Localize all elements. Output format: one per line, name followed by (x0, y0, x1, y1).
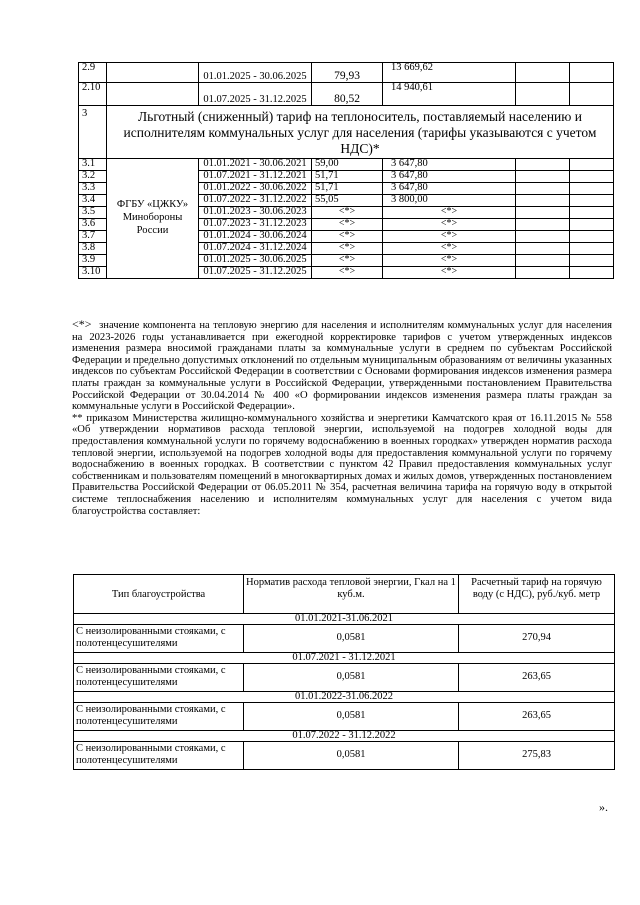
empty-cell (570, 218, 614, 230)
period-row (74, 731, 615, 742)
period-cell: 01.07.2025 - 31.12.2025 (199, 266, 312, 278)
empty-cell (107, 83, 199, 106)
value-cell: 3 647,80 (383, 170, 516, 182)
tariff-cell: <*> (312, 266, 383, 278)
tariff-cell: 270,94 (459, 625, 615, 653)
table-row (74, 703, 615, 731)
period-row (74, 653, 615, 664)
header-row (74, 575, 615, 614)
period-label: 01.01.2022-31.06.2022 (74, 692, 615, 703)
empty-cell (516, 83, 570, 106)
table-row (74, 625, 615, 653)
organization-cell: ФГБУ «ЦЖКУ» Минобороны России (107, 158, 199, 278)
tariff-table (78, 62, 614, 279)
period-label: 01.01.2021-31.06.2021 (74, 614, 615, 625)
tariff-cell: 263,65 (459, 664, 615, 692)
tariff-cell: <*> (312, 206, 383, 218)
column-header: Расчетный тариф на горячую воду (с НДС), руб./куб. метр (459, 575, 615, 614)
table-row (79, 63, 614, 83)
tariff-cell: 51,71 (312, 182, 383, 194)
empty-cell (516, 242, 570, 254)
period-cell: 01.07.2023 - 31.12.2023 (199, 218, 312, 230)
column-header: Норматив расхода тепловой энергии, Гкал на 1 куб.м. (244, 575, 459, 614)
row-number: 3 (79, 106, 107, 159)
period-cell: 01.07.2024 - 31.12.2024 (199, 242, 312, 254)
empty-cell (516, 218, 570, 230)
period-cell: 01.01.2022 - 30.06.2022 (199, 182, 312, 194)
period-cell: 01.01.2025 - 30.06.2025 (199, 254, 312, 266)
empty-cell (516, 206, 570, 218)
section-heading: Льготный (сниженный) тариф на теплоноситель, поставляемый населению и исполнителям коммунальных услуг для населения (тарифы указываются с учетом НДС)* (107, 106, 614, 159)
tariff-cell: 79,93 (312, 63, 383, 83)
empty-cell (516, 230, 570, 242)
empty-cell (570, 63, 614, 83)
empty-cell (516, 158, 570, 170)
empty-cell (516, 194, 570, 206)
empty-cell (516, 266, 570, 278)
tariff-cell: 263,65 (459, 703, 615, 731)
tariff-cell: <*> (312, 254, 383, 266)
period-cell: 01.01.2021 - 30.06.2021 (199, 158, 312, 170)
type-cell: С неизолированными стояками, с полотенцесушителями (74, 664, 244, 692)
norm-cell: 0,0581 (244, 664, 459, 692)
period-cell: 01.07.2025 - 31.12.2025 (199, 83, 312, 106)
type-cell: С неизолированными стояками, с полотенцесушителями (74, 742, 244, 770)
empty-cell (570, 83, 614, 106)
tariff-cell: <*> (312, 230, 383, 242)
type-cell: С неизолированными стояками, с полотенцесушителями (74, 625, 244, 653)
row-number: 2.10 (79, 83, 107, 106)
empty-cell (570, 266, 614, 278)
empty-cell (570, 242, 614, 254)
column-header: Тип благоустройства (74, 575, 244, 614)
footnote-2: ** приказом Министерства жилищно-коммунального хозяйства и энергетики Камчатского края от 16.11.2015 № 558 «Об утверждении нормативов расхода тепловой энергии, используемой на подогрев холодной воды для предоставления коммунальной услуги по горячему водоснабжению в военных городках» утвержден норматив расхода тепловой энергии, используемой на подогрев холодной воды для предоставления коммунальной услуги по горячему водоснабжению в военных городках. В соответствии с пунктом 42 Правил предоставления коммунальных услуг собственникам и пользователям помещений в многоквартирных домах и жилых домов, утвержденных постановлением Правительства Российской Федерации от 06.05.2011 № 354, расчетная величина тарифа на горячую воду в открытой системе теплоснабжения населению и исполнителям коммунальных услуг для населения с учетом вида благоустройства составляет: (72, 412, 612, 517)
period-label: 01.07.2021 - 31.12.2021 (74, 653, 615, 664)
footnote-1 (72, 319, 612, 413)
row-number: 3.1 (79, 158, 107, 170)
row-number: 3.9 (79, 254, 107, 266)
value-cell: <*> (383, 218, 516, 230)
value-cell: 14 940,61 (383, 83, 516, 106)
empty-cell (570, 206, 614, 218)
row-number: 3.8 (79, 242, 107, 254)
value-cell: 3 647,80 (383, 182, 516, 194)
empty-cell (516, 170, 570, 182)
empty-cell (516, 254, 570, 266)
tariff-cell: 80,52 (312, 83, 383, 106)
empty-cell (570, 194, 614, 206)
footnote-1-text: значение компонента на тепловую энергию для населения и исполнителям коммунальных услуг для населения на 2023-2026 годы устанавливается при ежегодной корректировке тарифов с учетом утвержденных индексов изменения размера вносимой гражданами платы за коммунальные услуги в среднем по субъектам Российской Федерации и предельно допустимых отклонений по отдельным муниципальным образованиям от величины указанных индексов по субъектам Российской Федерации в соответствии с Основами формирования индексов изменения размера платы граждан за коммунальные услуги в Российской Федерации, утвержденными постановлением Правительства Российской Федерации от 30.04.2014 № 400 «О формировании индексов изменения размера платы граждан за коммунальные услуги в Российской Федерации». (72, 320, 612, 413)
empty-cell (570, 182, 614, 194)
norm-cell: 0,0581 (244, 625, 459, 653)
tariff-cell: 55,05 (312, 194, 383, 206)
tariff-cell: 59,00 (312, 158, 383, 170)
row-number: 3.7 (79, 230, 107, 242)
empty-cell (570, 158, 614, 170)
row-number: 3.3 (79, 182, 107, 194)
closing-quote: ». (599, 800, 608, 814)
norm-cell: 0,0581 (244, 703, 459, 731)
norm-table (73, 574, 615, 770)
period-cell: 01.01.2025 - 30.06.2025 (199, 63, 312, 83)
tariff-cell: <*> (312, 218, 383, 230)
period-row (74, 692, 615, 703)
row-number: 3.5 (79, 206, 107, 218)
tariff-cell: 275,83 (459, 742, 615, 770)
type-cell: С неизолированными стояками, с полотенцесушителями (74, 703, 244, 731)
row-number: 3.2 (79, 170, 107, 182)
norm-cell: 0,0581 (244, 742, 459, 770)
value-cell: 3 647,80 (383, 158, 516, 170)
value-cell: 13 669,62 (383, 63, 516, 83)
value-cell: <*> (383, 266, 516, 278)
empty-cell (516, 63, 570, 83)
tariff-cell: 51,71 (312, 170, 383, 182)
period-cell: 01.01.2024 - 30.06.2024 (199, 230, 312, 242)
empty-cell (570, 170, 614, 182)
footnotes (72, 319, 612, 517)
empty-cell (570, 230, 614, 242)
empty-cell (107, 63, 199, 83)
row-number: 3.4 (79, 194, 107, 206)
period-cell: 01.01.2023 - 30.06.2023 (199, 206, 312, 218)
table-row (79, 83, 614, 106)
period-label: 01.07.2022 - 31.12.2022 (74, 731, 615, 742)
empty-cell (570, 254, 614, 266)
table-row (79, 158, 614, 170)
row-number: 3.10 (79, 266, 107, 278)
value-cell: <*> (383, 206, 516, 218)
tariff-cell: <*> (312, 242, 383, 254)
section-heading-row (79, 106, 614, 159)
value-cell: <*> (383, 242, 516, 254)
period-cell: 01.07.2022 - 31.12.2022 (199, 194, 312, 206)
table-row (74, 742, 615, 770)
value-cell: 3 800,00 (383, 194, 516, 206)
row-number: 3.6 (79, 218, 107, 230)
period-row (74, 614, 615, 625)
table-row (74, 664, 615, 692)
period-cell: 01.07.2021 - 31.12.2021 (199, 170, 312, 182)
footnote-mark: <*> (72, 317, 92, 331)
row-number: 2.9 (79, 63, 107, 83)
empty-cell (516, 182, 570, 194)
value-cell: <*> (383, 254, 516, 266)
value-cell: <*> (383, 230, 516, 242)
